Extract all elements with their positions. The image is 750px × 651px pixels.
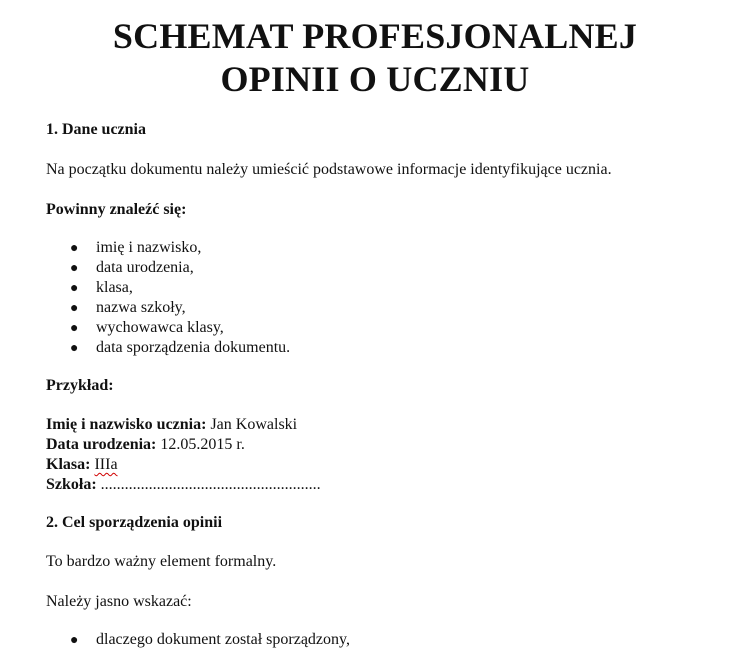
example-class-value: IIIa (94, 456, 118, 473)
example-name-label: Imię i nazwisko ucznia: (46, 416, 207, 433)
list-item-text: nazwa szkoły, (96, 299, 186, 316)
bullet-icon: ● (70, 261, 79, 276)
example-name-row (46, 415, 297, 435)
list-item-text: wychowawca klasy, (96, 319, 224, 336)
list-item (70, 318, 224, 339)
list-item (70, 338, 290, 359)
example-dob-row (46, 435, 245, 455)
list-item (70, 298, 186, 319)
list-item (70, 258, 194, 279)
document-title-line-2: OPINII O UCZNIU (220, 59, 530, 99)
list-item-text: dlaczego dokument został sporządzony, (96, 631, 350, 648)
example-class-label: Klasa: (46, 456, 91, 473)
list-item-text: klasa, (96, 279, 133, 296)
bullet-icon: ● (70, 281, 79, 296)
list-item-text: data urodzenia, (96, 259, 194, 276)
section-1-list-label: Powinny znaleźć się: (46, 201, 187, 218)
example-dob-value: 12.05.2015 r. (160, 436, 245, 453)
section-2-para-1: To bardzo ważny element formalny. (46, 553, 277, 570)
section-2-para-2: Należy jasno wskazać: (46, 593, 192, 610)
bullet-icon: ● (70, 321, 79, 336)
bullet-icon: ● (70, 341, 79, 356)
section-1-intro: Na początku dokumentu należy umieścić podstawowe informacje identyfikujące ucznia. (46, 161, 612, 178)
example-name-value: Jan Kowalski (210, 416, 298, 433)
bullet-icon: ● (70, 301, 79, 316)
list-item-text: data sporządzenia dokumentu. (96, 339, 291, 356)
bullet-icon: ● (70, 633, 79, 648)
bullet-icon: ● (70, 241, 79, 256)
list-item (70, 278, 133, 299)
section-2-heading: 2. Cel sporządzenia opinii (46, 514, 223, 531)
section-1-heading: 1. Dane ucznia (46, 121, 146, 138)
list-item (70, 238, 201, 259)
example-school-value: ....................................................... (100, 476, 321, 493)
example-dob-label: Data urodzenia: (46, 436, 157, 453)
list-item-text: imię i nazwisko, (96, 239, 202, 256)
document-title-line-1: SCHEMAT PROFESJONALNEJ (112, 16, 638, 56)
example-label: Przykład: (46, 377, 114, 394)
example-school-label: Szkoła: (46, 476, 97, 493)
example-class-row (46, 455, 118, 475)
example-school-row (46, 475, 321, 495)
